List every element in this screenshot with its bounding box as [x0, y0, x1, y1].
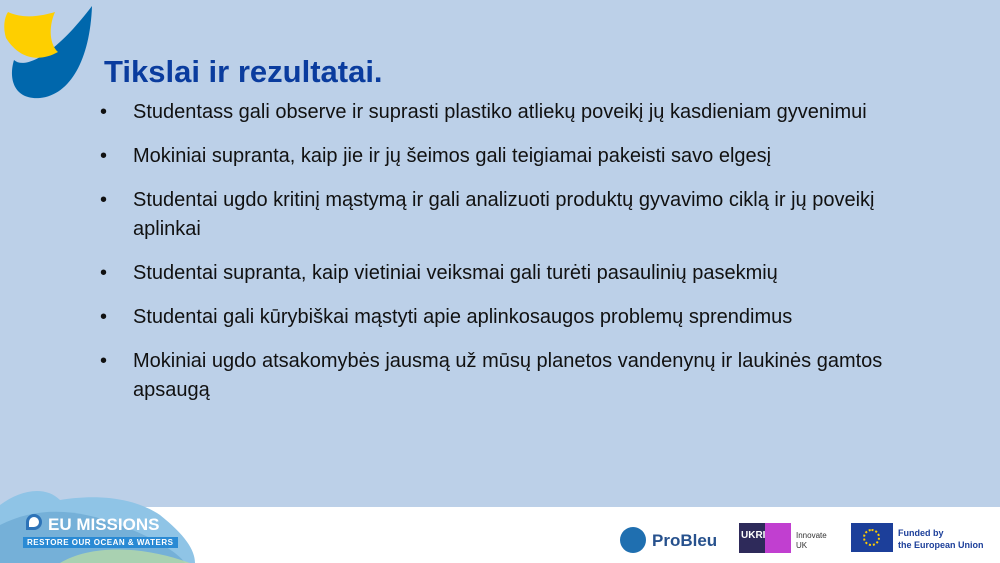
- probleu-corner-logo: [0, 0, 100, 100]
- eu-missions-logo: EU MISSIONS: [48, 515, 160, 534]
- probleu-logo: ProBleu: [652, 531, 718, 550]
- list-item: • Studentai supranta, kaip vietiniai veiksmai gali turėti pasaulinių pasekmių: [100, 259, 900, 288]
- list-item: • Mokiniai supranta, kaip jie ir jų šeimos gali teigiamai pakeisti savo elgesį: [100, 142, 900, 171]
- list-item: • Studentai gali kūrybiškai mąstyti apie aplinkosaugos problemų sprendimus: [100, 303, 900, 332]
- list-item: • Studentass gali observe ir suprasti plastiko atliekų poveikį jų kasdieniam gyvenimui: [100, 98, 900, 127]
- ukri-logo: UKRI: [739, 523, 791, 553]
- innovate-uk-text: Innovate UK: [796, 531, 827, 550]
- list-item: • Mokiniai ugdo atsakomybės jausmą už mūsų planetos vandenynų ir laukinės gamtos apsaugą: [100, 347, 900, 405]
- eu-missions-tagline: RESTORE OUR OCEAN & WATERS: [23, 537, 178, 548]
- funded-by-eu: Funded by the European Union: [898, 528, 984, 550]
- bullet-list: [100, 98, 900, 420]
- eu-flag: [851, 523, 893, 552]
- eu-missions-icon: [26, 514, 42, 530]
- probleu-icon: [620, 527, 646, 553]
- page-title: Tikslai ir rezultatai.: [104, 54, 383, 89]
- list-item: • Studentai ugdo kritinį mąstymą ir gali analizuoti produktų gyvavimo ciklą ir jų poveikį aplinkai: [100, 186, 900, 244]
